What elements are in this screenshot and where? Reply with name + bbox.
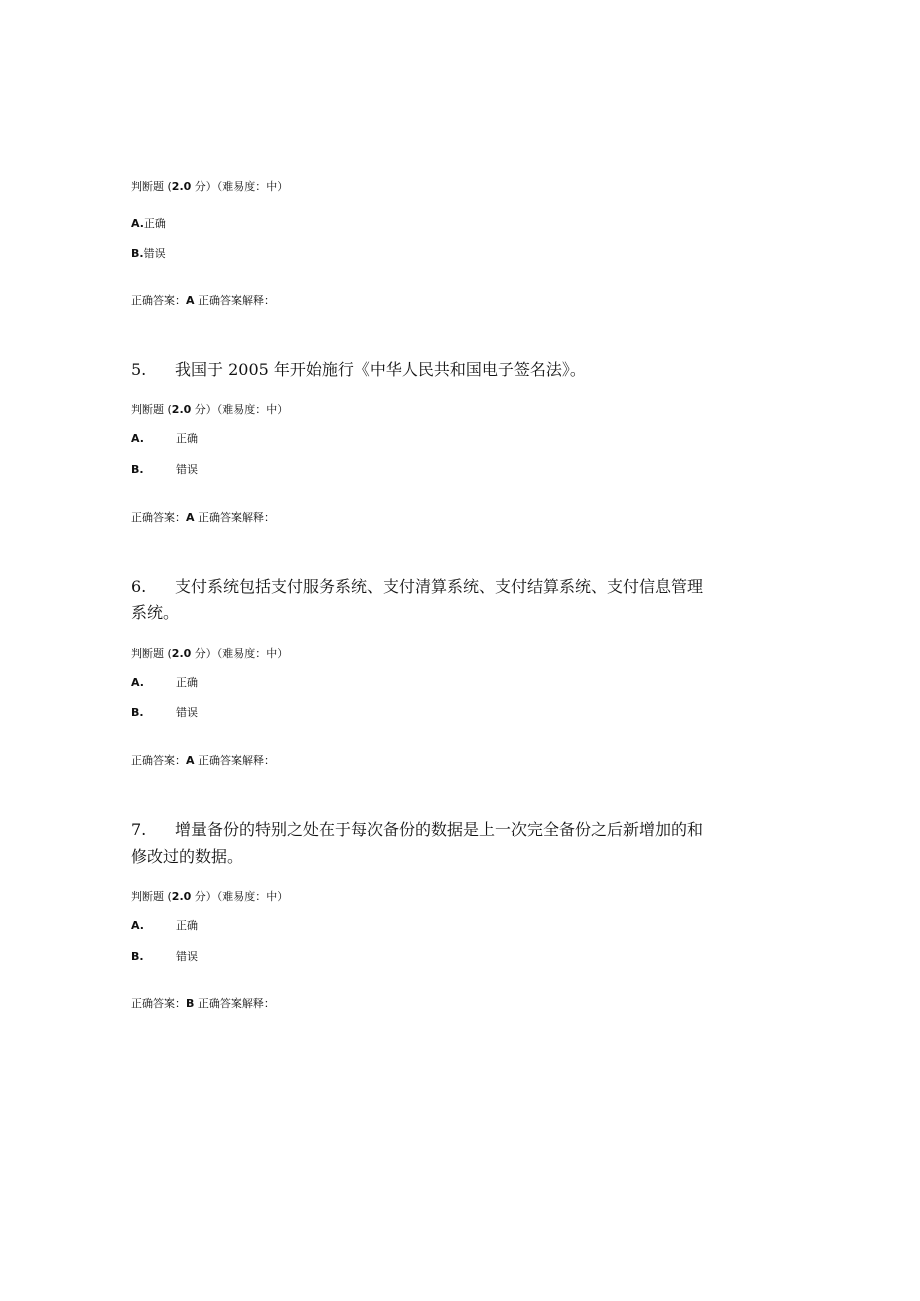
option-a[interactable] [131,217,166,231]
answer-line [131,997,275,1011]
option-a[interactable] [131,919,198,933]
question-text-continuation [131,844,243,870]
meta-score: 2.0 [171,403,192,416]
answer-label: 正确答案： [131,511,186,524]
answer-label: 正确答案： [131,997,186,1010]
answer-explain: 正确答案解释： [194,294,276,307]
meta-prefix: 判断题 ( [131,647,172,660]
option-text: 正确 [176,432,198,445]
option-letter: A. [131,432,144,445]
answer-explain: 正确答案解释： [194,754,276,767]
question-text-line1: 增量备份的特别之处在于每次备份的数据是上一次完全备份之后新增加的和 [175,820,704,839]
option-letter: B. [131,247,144,260]
meta-prefix: 判断题 ( [131,180,172,193]
question-text [131,817,703,843]
answer-label: 正确答案： [131,754,186,767]
option-letter: B. [131,706,144,719]
option-text: 错误 [176,706,198,719]
meta-prefix: 判断题 ( [131,890,172,903]
answer-value: A [186,294,195,307]
option-text: 正确 [176,919,198,932]
meta-suffix: 分）（难易度：中） [191,647,289,660]
answer-value: A [186,511,195,524]
answer-value: B [186,997,195,1010]
question-meta [131,647,288,661]
option-b[interactable] [131,950,198,964]
option-letter: B. [131,463,144,476]
answer-label: 正确答案： [131,294,186,307]
question-meta [131,403,288,417]
answer-explain: 正确答案解释： [194,997,275,1010]
option-b[interactable] [131,463,198,477]
option-letter: A. [131,919,144,932]
option-b[interactable] [131,247,166,261]
meta-score: 2.0 [171,180,192,193]
answer-line [131,294,275,308]
answer-value: A [186,754,195,767]
question-text-continuation [131,600,179,626]
option-letter: A. [131,676,144,689]
question-text [131,574,703,600]
option-a[interactable] [131,676,198,690]
question-meta [131,890,288,904]
meta-prefix: 判断题 ( [131,403,172,416]
meta-suffix: 分）（难易度：中） [191,403,289,416]
question-text-line2: 修改过的数据。 [131,847,244,866]
question-text [131,357,586,383]
meta-score: 2.0 [171,647,192,660]
meta-suffix: 分）（难易度：中） [191,890,289,903]
question-text-line1: 支付系统包括支付服务系统、支付清算系统、支付结算系统、支付信息管理 [175,577,704,596]
option-text: 正确 [176,676,198,689]
meta-score: 2.0 [171,890,192,903]
option-text: 错误 [176,950,198,963]
question-meta [131,180,288,194]
question-text-line2: 系统。 [131,603,180,622]
option-text: 错误 [143,247,166,260]
meta-suffix: 分）（难易度：中） [191,180,289,193]
option-letter: B. [131,950,144,963]
question-number: 5. [131,360,147,379]
option-a[interactable] [131,432,198,446]
answer-explain: 正确答案解释： [194,511,276,524]
option-b[interactable] [131,706,198,720]
answer-line [131,511,275,525]
question-number: 7. [131,820,147,839]
option-text: 错误 [176,463,198,476]
option-letter: A. [131,217,144,230]
option-text: 正确 [143,217,166,230]
question-number: 6. [131,577,147,596]
answer-line [131,754,275,768]
question-text-line1: 我国于 2005 年开始施行《中华人民共和国电子签名法》。 [175,360,586,379]
